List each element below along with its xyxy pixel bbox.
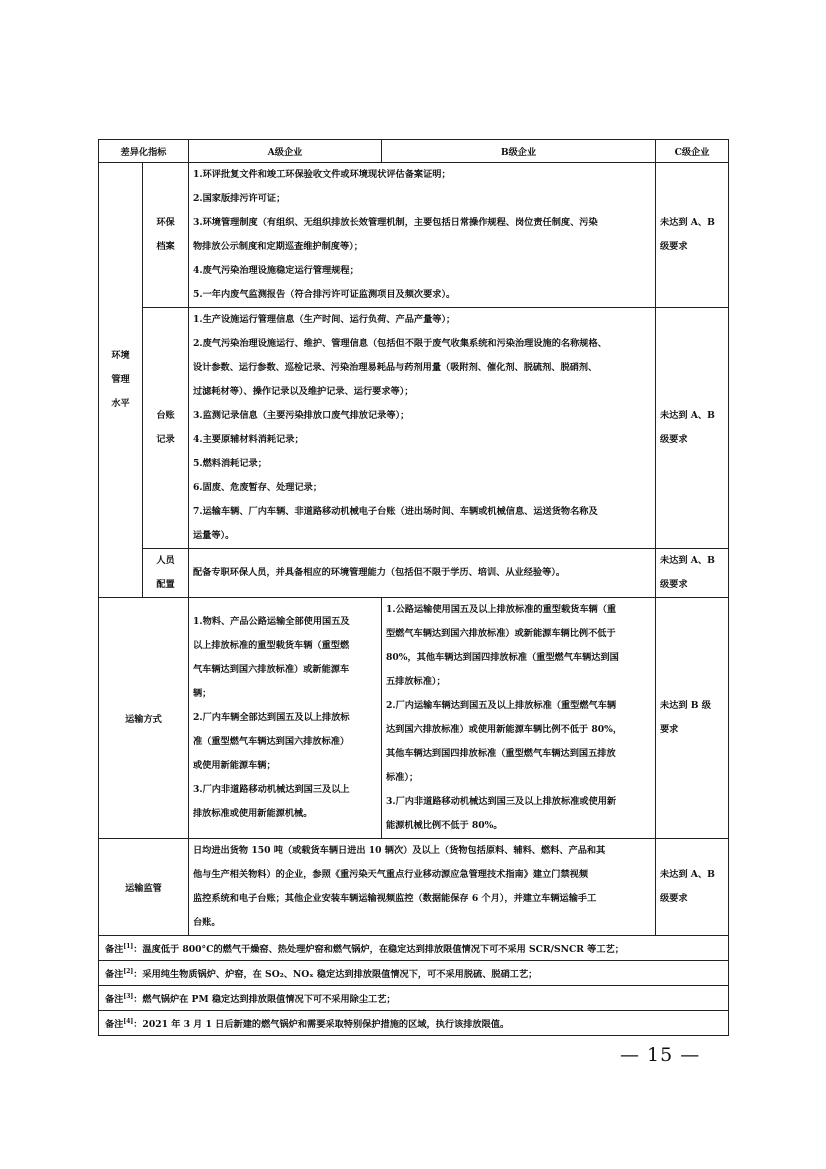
ledger-grade-c: 未达到 A、B 级要求 [656, 308, 729, 549]
header-indicator: 差异化指标 [99, 140, 189, 163]
header-grade-a: A级企业 [189, 140, 382, 163]
monitoring-requirements: 日均进出货物 150 吨（或载货车辆日进出 10 辆次）及以上（货物包括原料、辅料、燃料、产品和其 他与生产相关物料）的企业，参照《重污染天气重点行业移动源应急管理技术指南》建立门禁视频 监控系统和电子台账；其他企业安装车辆运输视频监控（数据能保存 6 个月），并建立车辆运输手工 台账。 [189, 839, 656, 936]
header-grade-c: C级企业 [656, 140, 729, 163]
label-env-archive: 环保 档案 [143, 163, 189, 308]
note-row [99, 1011, 729, 1036]
env-archive-grade-c: 未达到 A、B 级要求 [656, 163, 729, 308]
table-row-monitoring [99, 839, 729, 936]
note-3: 备注[3]：燃气锅炉在 PM 稳定达到排放限值情况下可不采用除尘工艺； [99, 986, 729, 1011]
group-env-management: 环境 管理 水平 [99, 163, 143, 598]
page-number: — 15 — [620, 1044, 701, 1066]
label-monitoring: 运输监管 [99, 839, 189, 936]
transport-grade-a: 1.物料、产品公路运输全部使用国五及 以上排放标准的重型载货车辆（重型燃 气车辆达到国六排放标准）或新能源车 辆； 2.厂内车辆全部达到国五及以上排放标 准（重型燃气车辆达到国六排放标准） 或使用新能源车辆； 3.厂内非道路移动机械达到国三及以上 排放标准或使用新能源机械。 [189, 598, 382, 839]
table-row-env-archive [99, 163, 729, 308]
staff-requirements: 配备专职环保人员，并具备相应的环境管理能力（包括但不限于学历、培训、从业经验等）。 [189, 549, 656, 598]
monitoring-grade-c: 未达到 A、B 级要求 [656, 839, 729, 936]
table-header-row [99, 140, 729, 163]
differentiation-indicator-table [98, 139, 729, 1036]
note-4: 备注[4]：2021 年 3 月 1 日后新建的燃气锅炉和需要采取特别保护措施的区域，执行该排放限值。 [99, 1011, 729, 1036]
transport-grade-c: 未达到 B 级 要求 [656, 598, 729, 839]
label-staff: 人员 配置 [143, 549, 189, 598]
label-ledger: 台账 记录 [143, 308, 189, 549]
header-grade-b: B级企业 [382, 140, 656, 163]
note-1: 备注[1]：温度低于 800°C的燃气干燥窑、热处理炉窑和燃气锅炉，在稳定达到排放限值情况下可不采用 SCR/SNCR 等工艺； [99, 936, 729, 961]
env-archive-requirements: 1.环评批复文件和竣工环保验收文件或环境现状评估备案证明； 2.国家版排污许可证； 3.环境管理制度（有组织、无组织排放长效管理机制，主要包括日常操作规程、岗位责任制度、污染 物排放公示制度和定期巡查维护制度等）； 4.废气污染治理设施稳定运行管理规程； 5.一年内废气监测报告（符合排污许可证监测项目及频次要求）。 [189, 163, 656, 308]
staff-grade-c: 未达到 A、B 级要求 [656, 549, 729, 598]
note-2: 备注[2]：采用纯生物质锅炉、炉窑，在 SO₂、NOₓ 稳定达到排放限值情况下，可不采用脱硫、脱硝工艺； [99, 961, 729, 986]
note-row [99, 936, 729, 961]
note-row [99, 961, 729, 986]
label-transport: 运输方式 [99, 598, 189, 839]
note-row [99, 986, 729, 1011]
ledger-requirements: 1.生产设施运行管理信息（生产时间、运行负荷、产品产量等）； 2.废气污染治理设施运行、维护、管理信息（包括但不限于废气收集系统和污染治理设施的名称规格、 设计参数、运行参数、巡检记录、污染治理易耗品与药剂用量（吸附剂、催化剂、脱硫剂、脱硝剂、 过滤耗材等）、操作记录以及维护记录、运行要求等）； 3.监测记录信息（主要污染排放口废气排放记录等）； 4.主要原辅材料消耗记录； 5.燃料消耗记录； 6.固废、危废暂存、处理记录； 7.运输车辆、厂内车辆、非道路移动机械电子台账（进出场时间、车辆或机械信息、运送货物名称及 运量等）。 [189, 308, 656, 549]
table-row-staff [99, 549, 729, 598]
table-row-transport [99, 598, 729, 839]
transport-grade-b: 1.公路运输使用国五及以上排放标准的重型载货车辆（重 型燃气车辆达到国六排放标准）或新能源车辆比例不低于 80%，其他车辆达到国四排放标准（重型燃气车辆达到国 五排放标准）； 2.厂内运输车辆达到国五及以上排放标准（重型燃气车辆 达到国六排放标准）或使用新能源车辆比例不低于 80%， 其他车辆达到国四排放标准（重型燃气车辆达到国五排放 标准）； 3.厂内非道路移动机械达到国三及以上排放标准或使用新 能源机械比例不低于 80%。 [382, 598, 656, 839]
table-row-ledger [99, 308, 729, 549]
